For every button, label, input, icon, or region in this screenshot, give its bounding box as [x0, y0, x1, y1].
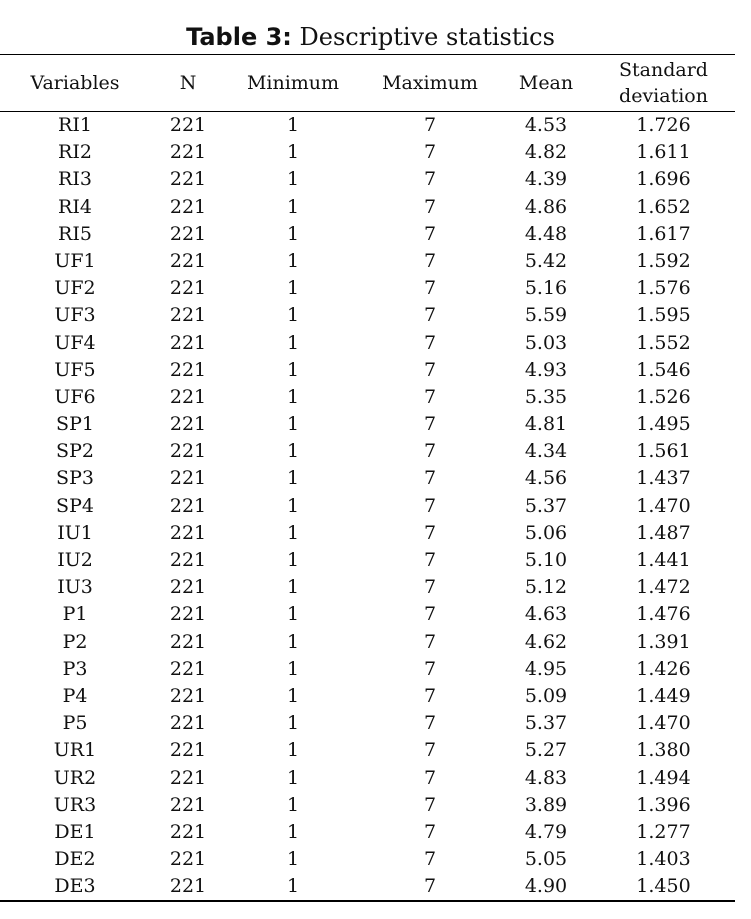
- cell-maximum: 7: [423, 848, 437, 871]
- cell-variable: P4: [62, 684, 88, 707]
- cell-maximum: 7: [423, 603, 437, 626]
- table-row: [0, 411, 735, 438]
- cell-variable: SP2: [56, 440, 94, 463]
- cell-n: 221: [169, 820, 207, 843]
- cell-variable: UR2: [53, 766, 97, 789]
- cell-n: 221: [169, 875, 207, 898]
- table-row: [0, 683, 735, 710]
- table-header-row: [0, 56, 735, 110]
- cell-standard-deviation: 1.495: [636, 413, 691, 436]
- table-row: [0, 792, 735, 819]
- cell-standard-deviation: 1.561: [636, 440, 691, 463]
- table-caption-text: Descriptive statistics: [299, 23, 555, 51]
- cell-variable: IU1: [57, 521, 93, 544]
- cell-n: 221: [169, 521, 207, 544]
- cell-minimum: 1: [286, 766, 300, 789]
- cell-maximum: 7: [423, 521, 437, 544]
- table-row: [0, 221, 735, 248]
- cell-n: 221: [169, 657, 207, 680]
- cell-standard-deviation: 1.696: [636, 168, 691, 191]
- cell-variable: UF4: [54, 331, 96, 354]
- cell-mean: 4.86: [524, 195, 568, 218]
- cell-maximum: 7: [423, 766, 437, 789]
- cell-minimum: 1: [286, 168, 300, 191]
- cell-standard-deviation: 1.437: [636, 467, 691, 490]
- cell-minimum: 1: [286, 875, 300, 898]
- table-row: [0, 302, 735, 329]
- cell-standard-deviation: 1.476: [636, 603, 691, 626]
- cell-variable: P3: [62, 657, 88, 680]
- cell-mean: 4.81: [524, 413, 568, 436]
- cell-n: 221: [169, 331, 207, 354]
- cell-variable: UR3: [53, 793, 97, 816]
- cell-standard-deviation: 1.576: [636, 277, 691, 300]
- cell-maximum: 7: [423, 141, 437, 164]
- cell-maximum: 7: [423, 684, 437, 707]
- table-row: [0, 710, 735, 737]
- cell-minimum: 1: [286, 304, 300, 327]
- cell-n: 221: [169, 358, 207, 381]
- cell-n: 221: [169, 141, 207, 164]
- cell-mean: 4.95: [524, 657, 568, 680]
- cell-n: 221: [169, 630, 207, 653]
- cell-standard-deviation: 1.472: [636, 576, 691, 599]
- cell-mean: 5.35: [524, 385, 568, 408]
- cell-standard-deviation: 1.450: [636, 875, 691, 898]
- cell-maximum: 7: [423, 114, 437, 136]
- cell-mean: 4.39: [524, 168, 568, 191]
- cell-maximum: 7: [423, 358, 437, 381]
- cell-variable: P2: [62, 630, 88, 653]
- cell-minimum: 1: [286, 249, 300, 272]
- cell-maximum: 7: [423, 440, 437, 463]
- table-row: [0, 194, 735, 221]
- cell-variable: P1: [62, 603, 88, 626]
- cell-mean: 4.79: [524, 820, 568, 843]
- cell-n: 221: [169, 494, 207, 517]
- cell-variable: UF6: [54, 385, 96, 408]
- table-row: [0, 330, 735, 357]
- cell-standard-deviation: 1.526: [636, 385, 691, 408]
- cell-minimum: 1: [286, 494, 300, 517]
- cell-n: 221: [169, 195, 207, 218]
- cell-maximum: 7: [423, 630, 437, 653]
- cell-variable: UR1: [53, 739, 97, 762]
- cell-mean: 3.89: [524, 793, 568, 816]
- cell-minimum: 1: [286, 277, 300, 300]
- cell-standard-deviation: 1.391: [636, 630, 691, 653]
- cell-maximum: 7: [423, 657, 437, 680]
- cell-n: 221: [169, 413, 207, 436]
- cell-standard-deviation: 1.441: [636, 549, 691, 571]
- cell-maximum: 7: [423, 168, 437, 191]
- cell-maximum: 7: [423, 331, 437, 354]
- table-row: [0, 248, 735, 275]
- cell-maximum: 7: [423, 793, 437, 816]
- cell-mean: 5.59: [524, 304, 568, 327]
- cell-standard-deviation: 1.595: [636, 304, 691, 327]
- cell-minimum: 1: [286, 222, 300, 245]
- table-top-rule: [0, 54, 735, 55]
- cell-mean: 5.42: [524, 249, 568, 272]
- cell-n: 221: [169, 793, 207, 816]
- cell-mean: 5.27: [524, 739, 568, 762]
- cell-n: 221: [169, 168, 207, 191]
- cell-minimum: 1: [286, 467, 300, 490]
- cell-standard-deviation: 1.487: [636, 521, 691, 544]
- cell-variable: RI2: [58, 141, 92, 164]
- cell-maximum: 7: [423, 249, 437, 272]
- table-caption: [0, 22, 741, 52]
- table-row: [0, 737, 735, 764]
- cell-standard-deviation: 1.470: [636, 494, 691, 517]
- cell-minimum: 1: [286, 440, 300, 463]
- cell-maximum: 7: [423, 576, 437, 599]
- cell-variable: DE2: [54, 848, 96, 871]
- cell-n: 221: [169, 603, 207, 626]
- cell-standard-deviation: 1.617: [636, 222, 691, 245]
- cell-standard-deviation: 1.494: [636, 766, 691, 789]
- cell-maximum: 7: [423, 304, 437, 327]
- cell-standard-deviation: 1.449: [636, 684, 691, 707]
- cell-n: 221: [169, 385, 207, 408]
- cell-variable: DE1: [54, 820, 96, 843]
- table-row: [0, 465, 735, 492]
- cell-maximum: 7: [423, 494, 437, 517]
- cell-minimum: 1: [286, 684, 300, 707]
- cell-maximum: 7: [423, 385, 437, 408]
- cell-variable: RI3: [58, 168, 92, 191]
- table-row: [0, 656, 735, 683]
- cell-n: 221: [169, 576, 207, 599]
- table-row: [0, 112, 735, 139]
- cell-n: 221: [169, 114, 207, 136]
- table-bottom-rule: [0, 900, 735, 902]
- cell-variable: SP4: [56, 494, 94, 517]
- cell-n: 221: [169, 549, 207, 571]
- cell-mean: 5.09: [524, 684, 568, 707]
- column-header-maximum: Maximum: [382, 72, 478, 94]
- cell-minimum: 1: [286, 358, 300, 381]
- cell-maximum: 7: [423, 549, 437, 571]
- cell-minimum: 1: [286, 657, 300, 680]
- table-row: [0, 547, 735, 574]
- cell-variable: UF3: [54, 304, 96, 327]
- cell-variable: SP3: [56, 467, 94, 490]
- cell-standard-deviation: 1.403: [636, 848, 691, 871]
- cell-mean: 4.63: [524, 603, 568, 626]
- cell-n: 221: [169, 440, 207, 463]
- cell-standard-deviation: 1.546: [636, 358, 691, 381]
- cell-standard-deviation: 1.592: [636, 249, 691, 272]
- cell-minimum: 1: [286, 114, 300, 136]
- cell-n: 221: [169, 304, 207, 327]
- cell-mean: 4.53: [524, 114, 568, 136]
- cell-standard-deviation: 1.552: [636, 331, 691, 354]
- cell-variable: UF5: [54, 358, 96, 381]
- cell-variable: UF2: [54, 277, 96, 300]
- cell-mean: 5.37: [524, 712, 568, 735]
- cell-minimum: 1: [286, 793, 300, 816]
- cell-mean: 4.93: [524, 358, 568, 381]
- cell-minimum: 1: [286, 603, 300, 626]
- cell-standard-deviation: 1.470: [636, 712, 691, 735]
- table-row: [0, 629, 735, 656]
- cell-n: 221: [169, 249, 207, 272]
- cell-minimum: 1: [286, 712, 300, 735]
- cell-n: 221: [169, 467, 207, 490]
- cell-n: 221: [169, 277, 207, 300]
- column-header-variables: Variables: [30, 72, 120, 94]
- cell-variable: SP1: [56, 413, 94, 436]
- cell-minimum: 1: [286, 195, 300, 218]
- cell-minimum: 1: [286, 413, 300, 436]
- cell-maximum: 7: [423, 712, 437, 735]
- column-header-minimum: Minimum: [246, 72, 340, 94]
- table-row: [0, 601, 735, 628]
- table-row: [0, 139, 735, 166]
- cell-maximum: 7: [423, 413, 437, 436]
- cell-minimum: 1: [286, 576, 300, 599]
- table-row: [0, 438, 735, 465]
- cell-standard-deviation: 1.726: [636, 114, 691, 136]
- cell-minimum: 1: [286, 331, 300, 354]
- cell-maximum: 7: [423, 820, 437, 843]
- cell-mean: 5.03: [524, 331, 568, 354]
- cell-minimum: 1: [286, 521, 300, 544]
- cell-mean: 4.90: [524, 875, 568, 898]
- cell-standard-deviation: 1.652: [636, 195, 691, 218]
- table-row: [0, 166, 735, 193]
- column-header-standard-deviation: Standard deviation: [619, 59, 708, 107]
- cell-mean: 4.62: [524, 630, 568, 653]
- table-row: [0, 520, 735, 547]
- table-row: [0, 275, 735, 302]
- cell-standard-deviation: 1.380: [636, 739, 691, 762]
- cell-mean: 4.83: [524, 766, 568, 789]
- table-row: [0, 357, 735, 384]
- cell-minimum: 1: [286, 739, 300, 762]
- cell-mean: 5.10: [524, 549, 568, 571]
- cell-minimum: 1: [286, 549, 300, 571]
- cell-variable: RI5: [58, 222, 92, 245]
- table-row: [0, 493, 735, 520]
- cell-variable: IU3: [57, 576, 93, 599]
- cell-mean: 4.82: [524, 141, 568, 164]
- column-header-n: N: [179, 72, 197, 94]
- cell-maximum: 7: [423, 739, 437, 762]
- cell-variable: RI4: [58, 195, 92, 218]
- cell-maximum: 7: [423, 222, 437, 245]
- cell-mean: 4.56: [524, 467, 568, 490]
- cell-n: 221: [169, 766, 207, 789]
- cell-mean: 5.37: [524, 494, 568, 517]
- cell-standard-deviation: 1.277: [636, 820, 691, 843]
- cell-n: 221: [169, 848, 207, 871]
- cell-standard-deviation: 1.611: [636, 141, 691, 164]
- cell-minimum: 1: [286, 385, 300, 408]
- table-body: [0, 112, 735, 900]
- cell-mean: 5.06: [524, 521, 568, 544]
- cell-variable: DE3: [54, 875, 96, 898]
- cell-n: 221: [169, 739, 207, 762]
- cell-maximum: 7: [423, 467, 437, 490]
- cell-standard-deviation: 1.396: [636, 793, 691, 816]
- cell-mean: 5.16: [524, 277, 568, 300]
- cell-n: 221: [169, 222, 207, 245]
- table-row: [0, 846, 735, 873]
- cell-maximum: 7: [423, 277, 437, 300]
- cell-maximum: 7: [423, 875, 437, 898]
- cell-mean: 4.34: [524, 440, 568, 463]
- cell-minimum: 1: [286, 820, 300, 843]
- cell-variable: IU2: [57, 549, 93, 571]
- cell-minimum: 1: [286, 141, 300, 164]
- table-row: [0, 819, 735, 846]
- cell-mean: 5.05: [524, 848, 568, 871]
- cell-minimum: 1: [286, 848, 300, 871]
- cell-n: 221: [169, 712, 207, 735]
- table-caption-label: Table 3:: [186, 23, 292, 51]
- table-row: [0, 873, 735, 900]
- cell-mean: 4.48: [524, 222, 568, 245]
- cell-n: 221: [169, 684, 207, 707]
- cell-mean: 5.12: [524, 576, 568, 599]
- table-row: [0, 765, 735, 792]
- column-header-mean: Mean: [518, 72, 574, 94]
- cell-maximum: 7: [423, 195, 437, 218]
- cell-variable: RI1: [58, 114, 92, 136]
- cell-variable: P5: [62, 712, 88, 735]
- table-row: [0, 574, 735, 601]
- cell-variable: UF1: [54, 249, 96, 272]
- table-row: [0, 384, 735, 411]
- cell-minimum: 1: [286, 630, 300, 653]
- cell-standard-deviation: 1.426: [636, 657, 691, 680]
